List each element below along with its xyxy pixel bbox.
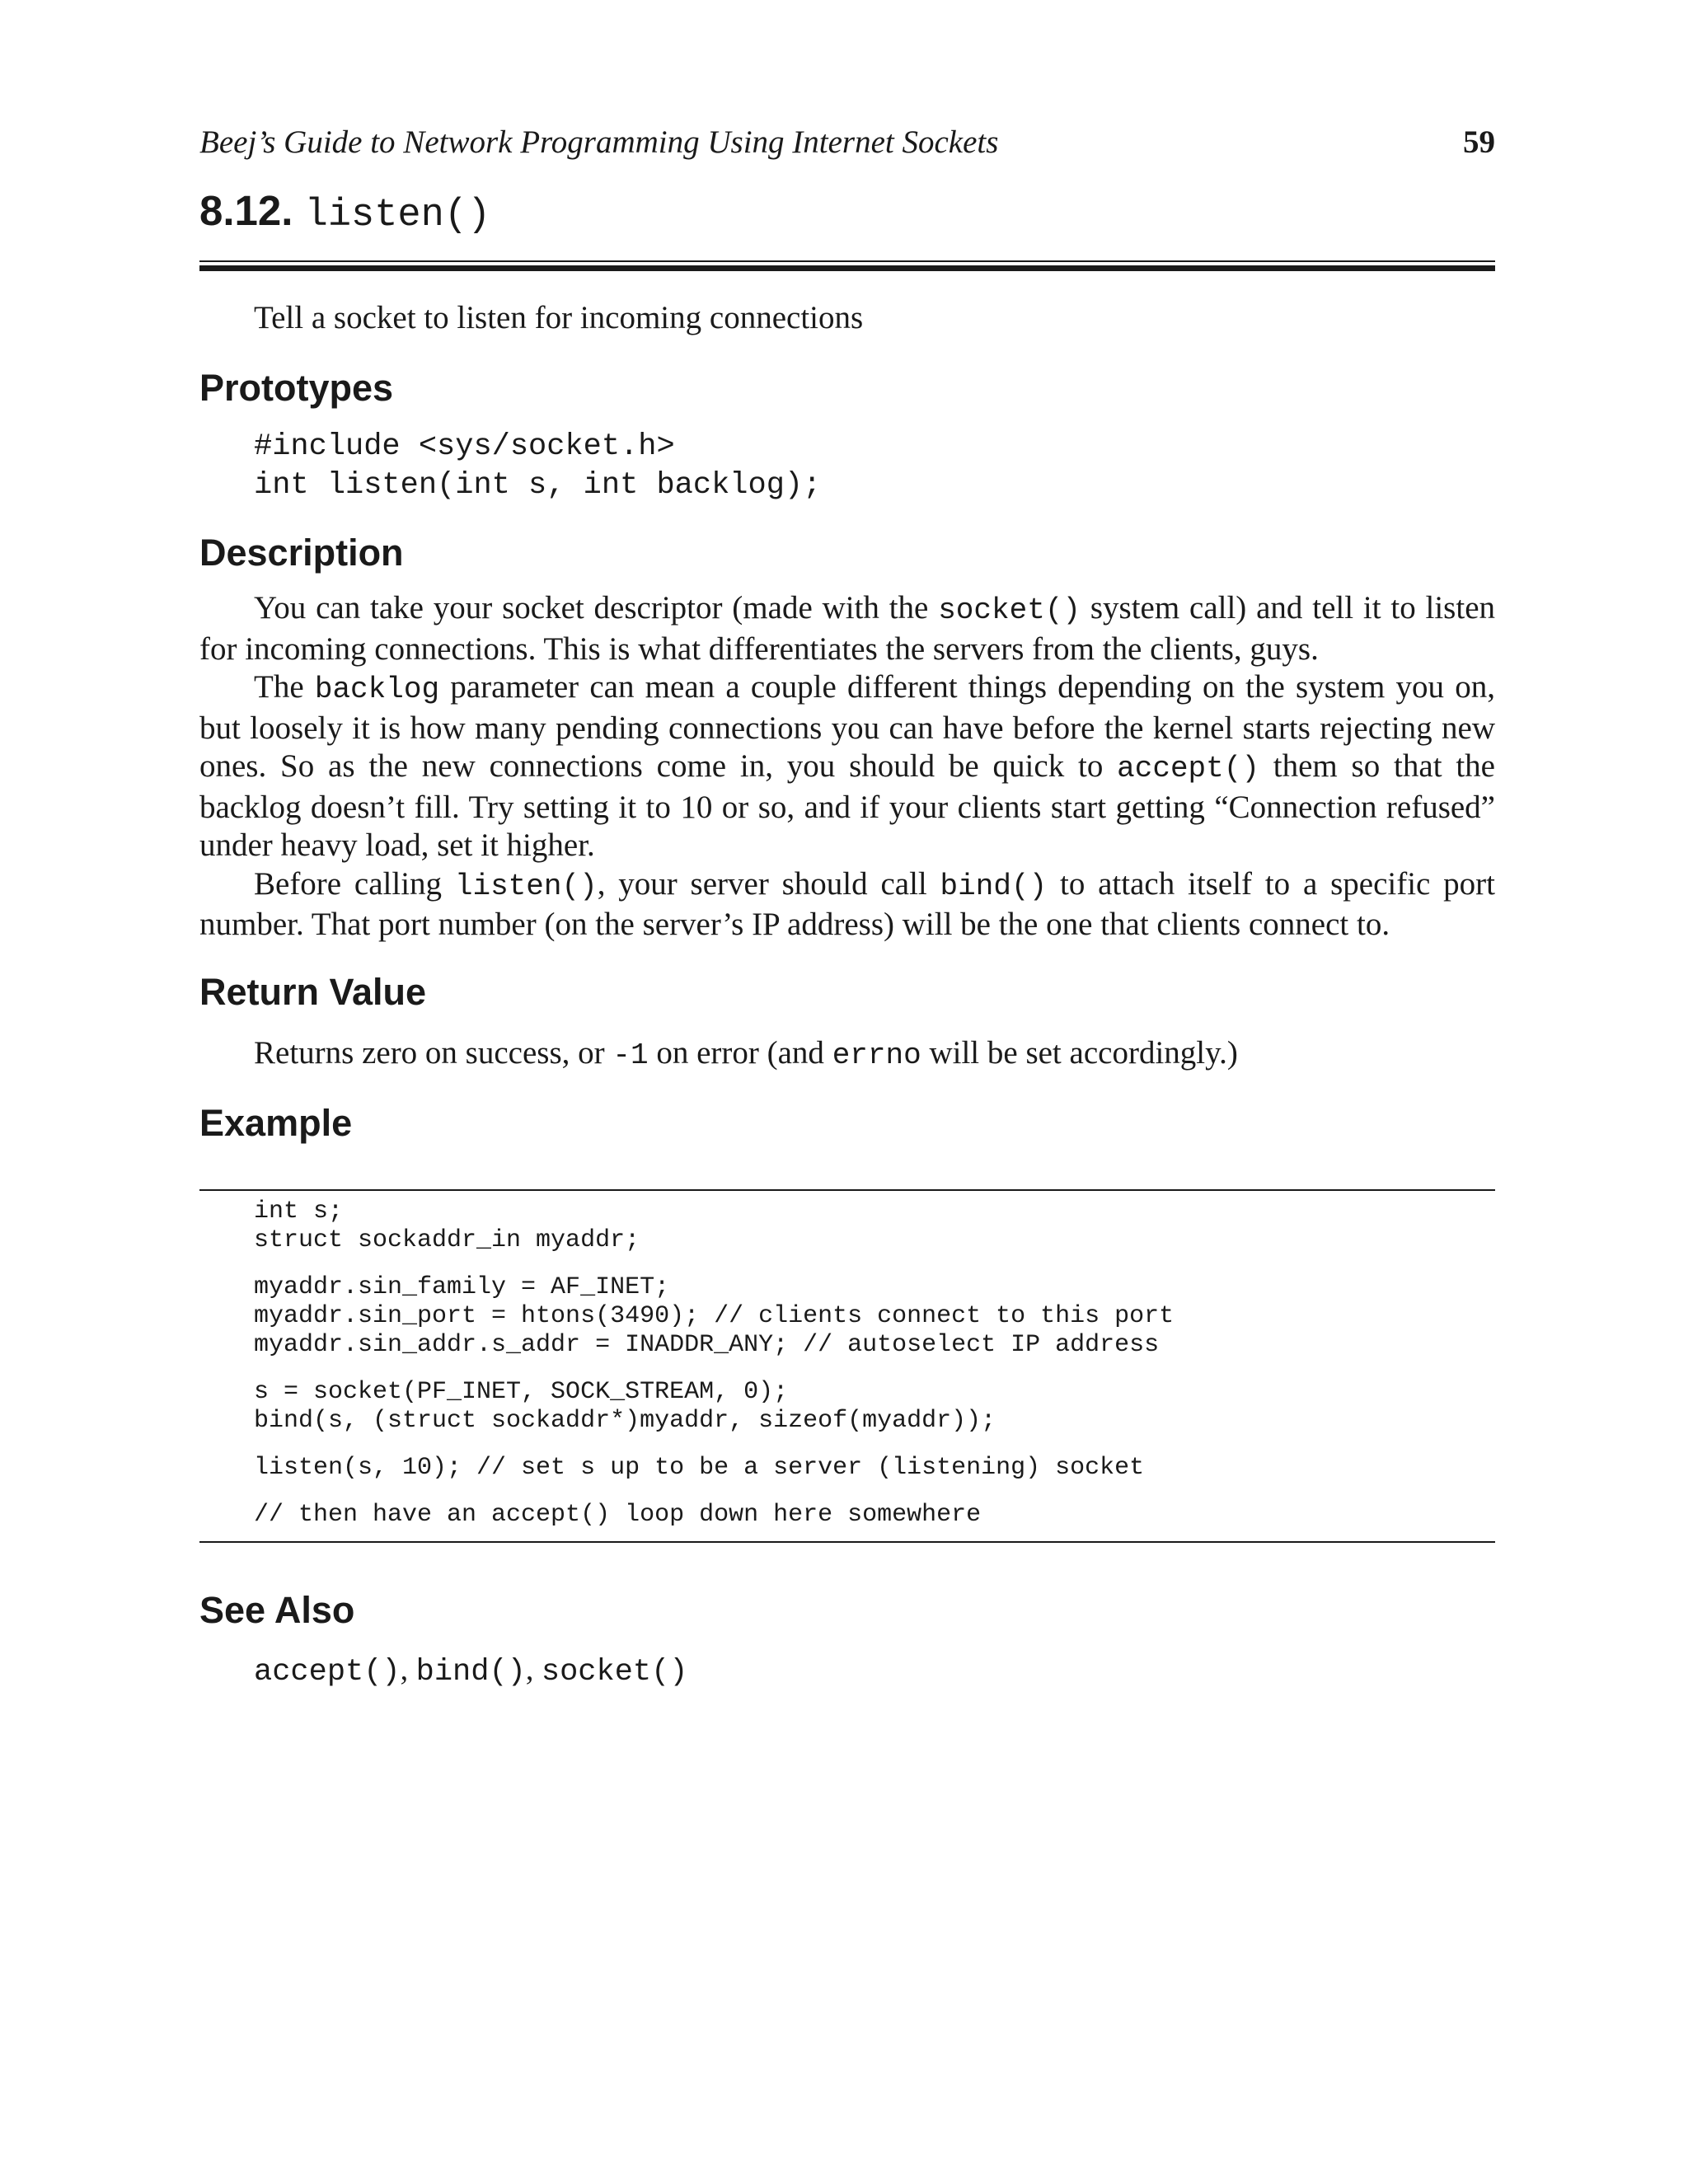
- text-run: them so that the backlog doesn’t fill. Try setting it to 10 or so, and if your clients start getting “Connection refused” under heavy load, set it higher.: [199, 748, 1495, 863]
- separator: ,: [400, 1652, 416, 1687]
- prototype-line: int listen(int s, int backlog);: [254, 468, 822, 503]
- inline-code: socket(): [938, 593, 1081, 627]
- page: [199, 124, 1495, 1692]
- code-group: listen(s, 10); // set s up to be a server (listening) socket: [254, 1453, 1145, 1482]
- inline-code: backlog: [314, 673, 440, 706]
- text-run: You can take your socket descriptor (made with the: [254, 590, 939, 626]
- code-group: int s; struct sockaddr_in myaddr;: [254, 1197, 640, 1254]
- description-body: [199, 589, 1495, 944]
- description-paragraph: [199, 865, 1495, 944]
- see-also-link[interactable]: bind(): [415, 1654, 526, 1690]
- section-rule: [199, 260, 1495, 271]
- prototypes-code: [254, 428, 1495, 505]
- see-also-link[interactable]: accept(): [254, 1654, 401, 1690]
- prototype-line: #include <sys/socket.h>: [254, 429, 675, 464]
- text-run: system call) and tell it to listen for incoming connections. This is what differentiates the servers from the clients, guys.: [199, 590, 1495, 667]
- inline-code: listen(): [454, 869, 598, 903]
- example-code-block: [199, 1189, 1495, 1543]
- text-run: Before calling: [254, 865, 455, 902]
- see-also-link[interactable]: socket(): [541, 1654, 688, 1690]
- section-summary: Tell a socket to listen for incoming connections: [254, 300, 864, 335]
- see-also-heading: See Also: [199, 1588, 355, 1631]
- page-number: 59: [1463, 124, 1495, 160]
- code-group: s = socket(PF_INET, SOCK_STREAM, 0); bind(s, (struct sockaddr*)myaddr, sizeof(myaddr));: [254, 1377, 996, 1435]
- text-run: to attach itself to a specific port number. That port number (on the server’s IP address) will be the one that clients connect to.: [199, 865, 1495, 942]
- running-header: [199, 124, 1495, 175]
- example-heading: Example: [199, 1101, 353, 1144]
- inline-code: -1: [612, 1038, 649, 1072]
- return-value-heading: Return Value: [199, 970, 427, 1013]
- description-paragraph: [199, 668, 1495, 865]
- text-run: , your server should call: [597, 865, 940, 902]
- text-run: The: [254, 669, 315, 705]
- code-group: // then have an accept() loop down here somewhere: [254, 1500, 982, 1529]
- inline-code: accept(): [1117, 752, 1259, 785]
- text-run: on error (and: [648, 1034, 832, 1071]
- code-group: myaddr.sin_family = AF_INET; myaddr.sin_port = htons(3490); // clients connect to this port myaddr.sin_addr.s_addr = INADDR_ANY; // autoselect IP address: [254, 1272, 1175, 1359]
- prototypes-heading: Prototypes: [199, 367, 394, 409]
- running-title: Beej’s Guide to Network Programming Using Internet Sockets: [199, 124, 999, 160]
- text-run: parameter can mean a couple different things depending on the system you on, but loosely it is how many pending connections you can have before the kernel starts rejecting new ones. So as the new connections come in, you should be quick to: [199, 669, 1495, 784]
- separator: ,: [525, 1652, 542, 1687]
- description-heading: Description: [199, 532, 404, 574]
- section-function-name: listen(): [304, 194, 491, 237]
- description-paragraph: [199, 589, 1495, 668]
- text-run: Returns zero on success, or: [254, 1034, 613, 1071]
- return-value-text: [254, 1033, 1495, 1076]
- inline-code: errno: [832, 1038, 921, 1072]
- section-number: 8.12.: [199, 187, 293, 234]
- text-run: will be set accordingly.): [921, 1034, 1238, 1071]
- inline-code: bind(): [940, 869, 1048, 903]
- see-also-list: [254, 1650, 1495, 1692]
- section-title: [199, 185, 1495, 242]
